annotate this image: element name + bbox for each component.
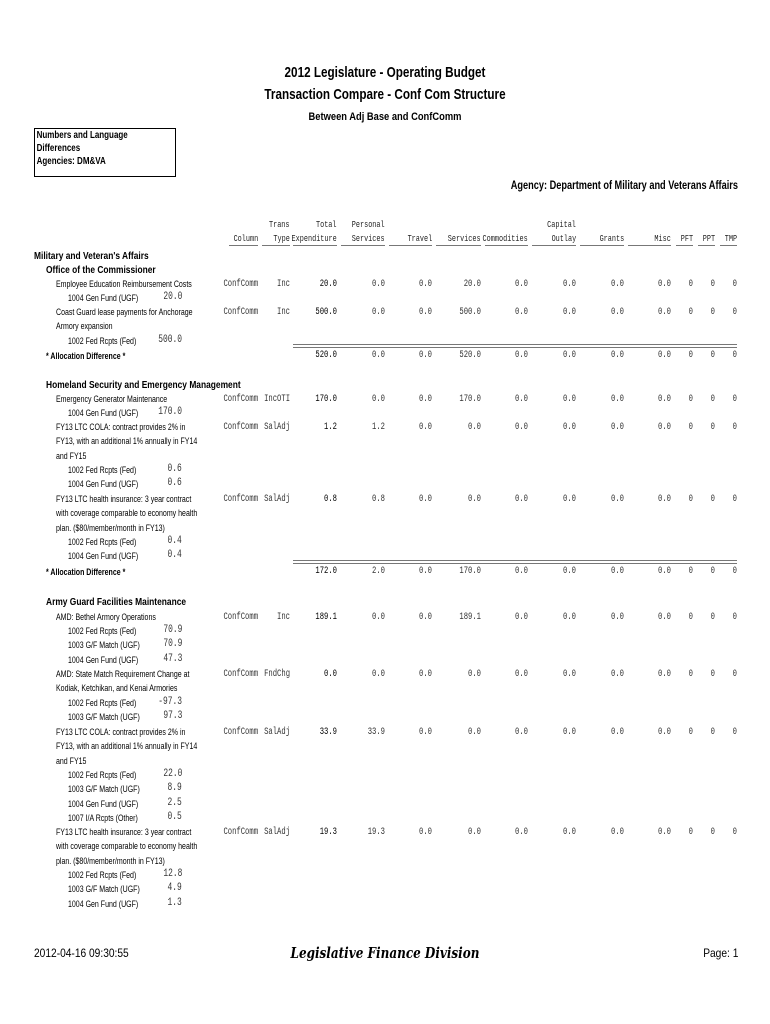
fund-amount: 97.3 — [162, 710, 182, 723]
row-ps: 1.2 — [372, 422, 385, 433]
header-underline — [485, 245, 528, 246]
row-ps: 33.9 — [367, 727, 385, 738]
row-description: and FY15 — [56, 450, 87, 461]
row-pft: 0 — [688, 422, 693, 433]
header-grants: Grants — [599, 233, 624, 244]
row-trans-type: SalAdj — [264, 727, 290, 738]
fund-source: 1002 Fed Rcpts (Fed) — [68, 698, 137, 708]
row-column: ConfComm — [223, 307, 258, 318]
alloc-sv: 520.0 — [459, 350, 481, 361]
info-line-2: Differences — [36, 143, 81, 154]
row-total: 500.0 — [315, 307, 337, 318]
row-tmp: 0 — [732, 307, 737, 318]
row-ppt: 0 — [710, 394, 715, 405]
row-sv: 20.0 — [463, 279, 481, 290]
row-tr: 0.0 — [419, 669, 432, 680]
row-ps: 0.8 — [372, 494, 385, 505]
row-gr: 0.0 — [611, 307, 624, 318]
alloc-ppt: 0 — [710, 566, 715, 577]
fund-source: 1004 Gen Fund (UGF) — [68, 408, 139, 418]
header-capital_outlay-1: Capital — [547, 219, 576, 230]
row-sv: 0.0 — [468, 494, 481, 505]
row-pft: 0 — [688, 612, 693, 623]
row-tr: 0.0 — [419, 494, 432, 505]
row-tmp: 0 — [732, 422, 737, 433]
row-cm: 0.0 — [515, 827, 528, 838]
row-ppt: 0 — [710, 279, 715, 290]
header-underline — [293, 245, 337, 246]
row-tmp: 0 — [732, 669, 737, 680]
header-underline — [720, 245, 737, 246]
row-mi: 0.0 — [658, 612, 671, 623]
row-description: FY13 LTC COLA: contract provides 2% in — [56, 727, 186, 737]
fund-amount: 20.0 — [162, 291, 182, 303]
row-ps: 0.0 — [372, 612, 385, 623]
fund-amount: 0.4 — [167, 535, 182, 547]
row-co: 0.0 — [563, 394, 576, 405]
fund-amount: 22.0 — [162, 768, 182, 780]
row-description: AMD: Bethel Armory Operations — [56, 612, 156, 622]
row-mi: 0.0 — [658, 422, 671, 433]
fund-source: 1003 G/F Match (UGF) — [68, 640, 140, 651]
row-cm: 0.0 — [515, 422, 528, 433]
row-gr: 0.0 — [611, 727, 624, 738]
fund-amount: 8.9 — [167, 782, 182, 795]
row-co: 0.0 — [563, 669, 576, 680]
row-column: ConfComm — [223, 422, 258, 433]
header-trans_type-2: Type — [273, 233, 290, 244]
row-column: ConfComm — [223, 279, 258, 290]
header-personal_services-1: Personal — [352, 219, 385, 230]
row-pft: 0 — [688, 394, 693, 405]
header-capital_outlay-2: Outlay — [551, 233, 576, 244]
row-ps: 0.0 — [372, 307, 385, 318]
info-box — [34, 128, 176, 177]
row-column: ConfComm — [223, 727, 258, 738]
row-mi: 0.0 — [658, 727, 671, 738]
row-description: FY13 LTC COLA: contract provides 2% in — [56, 422, 186, 432]
fund-amount: 70.9 — [162, 638, 182, 651]
row-gr: 0.0 — [611, 394, 624, 405]
row-pft: 0 — [688, 827, 693, 838]
fund-amount: 0.6 — [167, 463, 182, 475]
report-title: 2012 Legislature - Operating Budget — [284, 64, 486, 81]
alloc-cm: 0.0 — [515, 566, 528, 577]
alloc-gr: 0.0 — [611, 566, 624, 577]
fund-source: 1002 Fed Rcpts (Fed) — [68, 465, 137, 475]
row-cm: 0.0 — [515, 494, 528, 505]
row-ps: 0.0 — [372, 279, 385, 290]
alloc-rule — [293, 344, 737, 348]
row-tmp: 0 — [732, 727, 737, 738]
alloc-sv: 170.0 — [459, 566, 481, 577]
row-trans-type: Inc — [277, 307, 290, 318]
row-sv: 170.0 — [459, 394, 481, 405]
row-cm: 0.0 — [515, 279, 528, 290]
header-column: Column — [233, 233, 258, 244]
row-pft: 0 — [688, 669, 693, 680]
row-ps: 0.0 — [372, 669, 385, 680]
alloc-mi: 0.0 — [658, 566, 671, 577]
header-ppt: PPT — [702, 233, 715, 244]
row-description: FY13 LTC health insurance: 3 year contract — [56, 494, 192, 504]
row-ppt: 0 — [710, 422, 715, 433]
row-description: FY13 LTC health insurance: 3 year contract — [56, 827, 192, 837]
alloc-gr: 0.0 — [611, 350, 624, 361]
section-office: Office of the Commissioner — [46, 264, 156, 276]
row-ppt: 0 — [710, 612, 715, 623]
info-line-1: Numbers and Language — [36, 130, 128, 141]
row-cm: 0.0 — [515, 669, 528, 680]
row-gr: 0.0 — [611, 422, 624, 433]
fund-source: 1004 Gen Fund (UGF) — [68, 798, 139, 809]
row-gr: 0.0 — [611, 669, 624, 680]
header-underline — [341, 245, 385, 246]
header-misc: Misc — [654, 233, 671, 244]
alloc-co: 0.0 — [563, 350, 576, 361]
header-personal_services-2: Services — [352, 233, 385, 244]
row-sv: 500.0 — [459, 307, 481, 318]
row-mi: 0.0 — [658, 394, 671, 405]
alloc-ppt: 0 — [710, 350, 715, 361]
header-total_expenditure-1: Total — [316, 219, 337, 230]
row-gr: 0.0 — [611, 279, 624, 290]
section-army: Army Guard Facilities Maintenance — [46, 596, 187, 608]
fund-source: 1007 I/A Rcpts (Other) — [68, 812, 138, 823]
row-co: 0.0 — [563, 422, 576, 433]
row-description: Armory expansion — [56, 321, 113, 332]
row-total: 1.2 — [324, 422, 337, 433]
row-description: with coverage comparable to economy health — [56, 841, 198, 852]
row-mi: 0.0 — [658, 307, 671, 318]
alloc-ps: 2.0 — [372, 566, 385, 577]
header-travel: Travel — [407, 233, 432, 244]
row-description: with coverage comparable to economy health — [56, 508, 198, 519]
header-services: Services — [448, 233, 481, 244]
row-column: ConfComm — [223, 394, 258, 405]
header-underline — [532, 245, 576, 246]
header-underline — [389, 245, 432, 246]
fund-source: 1004 Gen Fund (UGF) — [68, 551, 139, 562]
row-trans-type: SalAdj — [264, 494, 290, 505]
row-trans-type: FndChg — [264, 669, 290, 680]
row-tmp: 0 — [732, 494, 737, 505]
row-sv: 0.0 — [468, 727, 481, 738]
row-sv: 0.0 — [468, 669, 481, 680]
fund-amount: -97.3 — [158, 696, 182, 708]
alloc-label: * Allocation Difference * — [46, 567, 126, 577]
fund-source: 1003 G/F Match (UGF) — [68, 712, 140, 723]
fund-source: 1002 Fed Rcpts (Fed) — [68, 770, 137, 780]
header-trans_type-1: Trans — [269, 219, 290, 230]
row-ppt: 0 — [710, 827, 715, 838]
alloc-total: 520.0 — [315, 350, 337, 361]
fund-amount: 4.9 — [167, 882, 182, 895]
row-sv: 0.0 — [468, 422, 481, 433]
row-total: 19.3 — [319, 827, 337, 838]
footer-division: Legislative Finance Division — [290, 944, 480, 962]
agency-title: Agency: Department of Military and Veterans Affairs — [510, 180, 738, 192]
row-tr: 0.0 — [419, 422, 432, 433]
fund-source: 1002 Fed Rcpts (Fed) — [68, 336, 137, 346]
row-trans-type: SalAdj — [264, 422, 290, 433]
row-pft: 0 — [688, 307, 693, 318]
row-total: 170.0 — [315, 394, 337, 405]
row-co: 0.0 — [563, 494, 576, 505]
row-mi: 0.0 — [658, 827, 671, 838]
row-total: 0.8 — [324, 494, 337, 505]
row-trans-type: Inc — [277, 612, 290, 623]
header-underline — [676, 245, 693, 246]
header-total_expenditure-2: Expenditure — [291, 233, 337, 244]
row-description: plan. ($80/member/month in FY13) — [56, 522, 165, 533]
row-column: ConfComm — [223, 494, 258, 505]
row-co: 0.0 — [563, 307, 576, 318]
fund-source: 1004 Gen Fund (UGF) — [68, 654, 139, 665]
section-dept: Military and Veteran's Affairs — [34, 250, 149, 262]
row-pft: 0 — [688, 494, 693, 505]
row-description: Employee Education Reimbursement Costs — [56, 279, 192, 289]
row-gr: 0.0 — [611, 827, 624, 838]
fund-amount: 0.5 — [167, 810, 182, 823]
row-mi: 0.0 — [658, 669, 671, 680]
row-tr: 0.0 — [419, 827, 432, 838]
alloc-pft: 0 — [688, 350, 693, 361]
fund-amount: 0.6 — [167, 477, 182, 490]
fund-source: 1004 Gen Fund (UGF) — [68, 293, 139, 303]
row-cm: 0.0 — [515, 612, 528, 623]
row-ppt: 0 — [710, 669, 715, 680]
fund-source: 1002 Fed Rcpts (Fed) — [68, 626, 137, 636]
row-total: 189.1 — [315, 612, 337, 623]
row-description: Emergency Generator Maintenance — [56, 394, 168, 404]
report-subtitle: Transaction Compare - Conf Com Structure — [264, 86, 506, 103]
row-gr: 0.0 — [611, 494, 624, 505]
alloc-pft: 0 — [688, 566, 693, 577]
fund-amount: 500.0 — [158, 334, 182, 346]
alloc-tmp: 0 — [732, 350, 737, 361]
row-mi: 0.0 — [658, 279, 671, 290]
fund-source: 1003 G/F Match (UGF) — [68, 884, 140, 895]
row-description: Kodiak, Ketchikan, and Kenai Armories — [56, 683, 178, 694]
row-description: AMD: State Match Requirement Change at — [56, 669, 190, 679]
row-column: ConfComm — [223, 827, 258, 838]
fund-source: 1002 Fed Rcpts (Fed) — [68, 870, 137, 880]
alloc-label: * Allocation Difference * — [46, 351, 126, 361]
alloc-cm: 0.0 — [515, 350, 528, 361]
row-tmp: 0 — [732, 827, 737, 838]
fund-amount: 70.9 — [162, 624, 182, 636]
fund-source: 1003 G/F Match (UGF) — [68, 784, 140, 795]
row-cm: 0.0 — [515, 394, 528, 405]
row-tmp: 0 — [732, 279, 737, 290]
row-cm: 0.0 — [515, 307, 528, 318]
row-description: plan. ($80/member/month in FY13) — [56, 855, 165, 866]
alloc-tr: 0.0 — [419, 566, 432, 577]
header-tmp: TMP — [724, 233, 737, 244]
info-line-3: Agencies: DM&VA — [36, 156, 106, 167]
row-tr: 0.0 — [419, 307, 432, 318]
row-tr: 0.0 — [419, 612, 432, 623]
row-ps: 0.0 — [372, 394, 385, 405]
alloc-ps: 0.0 — [372, 350, 385, 361]
fund-amount: 2.5 — [167, 796, 182, 809]
header-underline — [698, 245, 715, 246]
row-pft: 0 — [688, 727, 693, 738]
alloc-mi: 0.0 — [658, 350, 671, 361]
footer-page: Page: 1 — [702, 946, 738, 960]
row-trans-type: Inc — [277, 279, 290, 290]
row-total: 33.9 — [319, 727, 337, 738]
row-total: 0.0 — [324, 669, 337, 680]
row-tr: 0.0 — [419, 279, 432, 290]
row-co: 0.0 — [563, 827, 576, 838]
row-cm: 0.0 — [515, 727, 528, 738]
header-underline — [262, 245, 290, 246]
row-gr: 0.0 — [611, 612, 624, 623]
footer-timestamp: 2012-04-16 09:30:55 — [34, 946, 129, 960]
fund-source: 1004 Gen Fund (UGF) — [68, 898, 139, 909]
row-sv: 0.0 — [468, 827, 481, 838]
alloc-tmp: 0 — [732, 566, 737, 577]
row-mi: 0.0 — [658, 494, 671, 505]
header-underline — [229, 245, 258, 246]
row-ppt: 0 — [710, 727, 715, 738]
header-underline — [580, 245, 624, 246]
row-description: FY13, with an additional 1% annually in FY14 — [56, 741, 198, 752]
row-column: ConfComm — [223, 612, 258, 623]
row-total: 20.0 — [319, 279, 337, 290]
row-co: 0.0 — [563, 612, 576, 623]
header-underline — [628, 245, 671, 246]
fund-amount: 12.8 — [162, 868, 182, 880]
row-description: Coast Guard lease payments for Anchorage — [56, 307, 193, 317]
row-tmp: 0 — [732, 612, 737, 623]
row-ppt: 0 — [710, 494, 715, 505]
row-ppt: 0 — [710, 307, 715, 318]
fund-source: 1002 Fed Rcpts (Fed) — [68, 537, 137, 547]
row-tr: 0.0 — [419, 394, 432, 405]
header-underline — [436, 245, 481, 246]
header-commodities: Commodities — [482, 233, 528, 244]
row-sv: 189.1 — [459, 612, 481, 623]
row-tmp: 0 — [732, 394, 737, 405]
fund-amount: 1.3 — [167, 896, 182, 909]
fund-source: 1004 Gen Fund (UGF) — [68, 479, 139, 490]
row-description: and FY15 — [56, 755, 87, 766]
row-pft: 0 — [688, 279, 693, 290]
alloc-co: 0.0 — [563, 566, 576, 577]
row-ps: 19.3 — [367, 827, 385, 838]
section-homeland: Homeland Security and Emergency Management — [46, 379, 241, 391]
row-description: FY13, with an additional 1% annually in FY14 — [56, 436, 198, 447]
row-co: 0.0 — [563, 279, 576, 290]
fund-amount: 0.4 — [167, 549, 182, 562]
row-co: 0.0 — [563, 727, 576, 738]
alloc-tr: 0.0 — [419, 350, 432, 361]
row-trans-type: SalAdj — [264, 827, 290, 838]
header-pft: PFT — [680, 233, 693, 244]
row-column: ConfComm — [223, 669, 258, 680]
row-tr: 0.0 — [419, 727, 432, 738]
report-comparison: Between Adj Base and ConfComm — [308, 111, 462, 123]
fund-amount: 47.3 — [162, 652, 182, 665]
alloc-total: 172.0 — [315, 566, 337, 577]
alloc-rule — [293, 560, 737, 564]
fund-amount: 170.0 — [158, 406, 182, 418]
row-trans-type: IncOTI — [264, 394, 290, 405]
